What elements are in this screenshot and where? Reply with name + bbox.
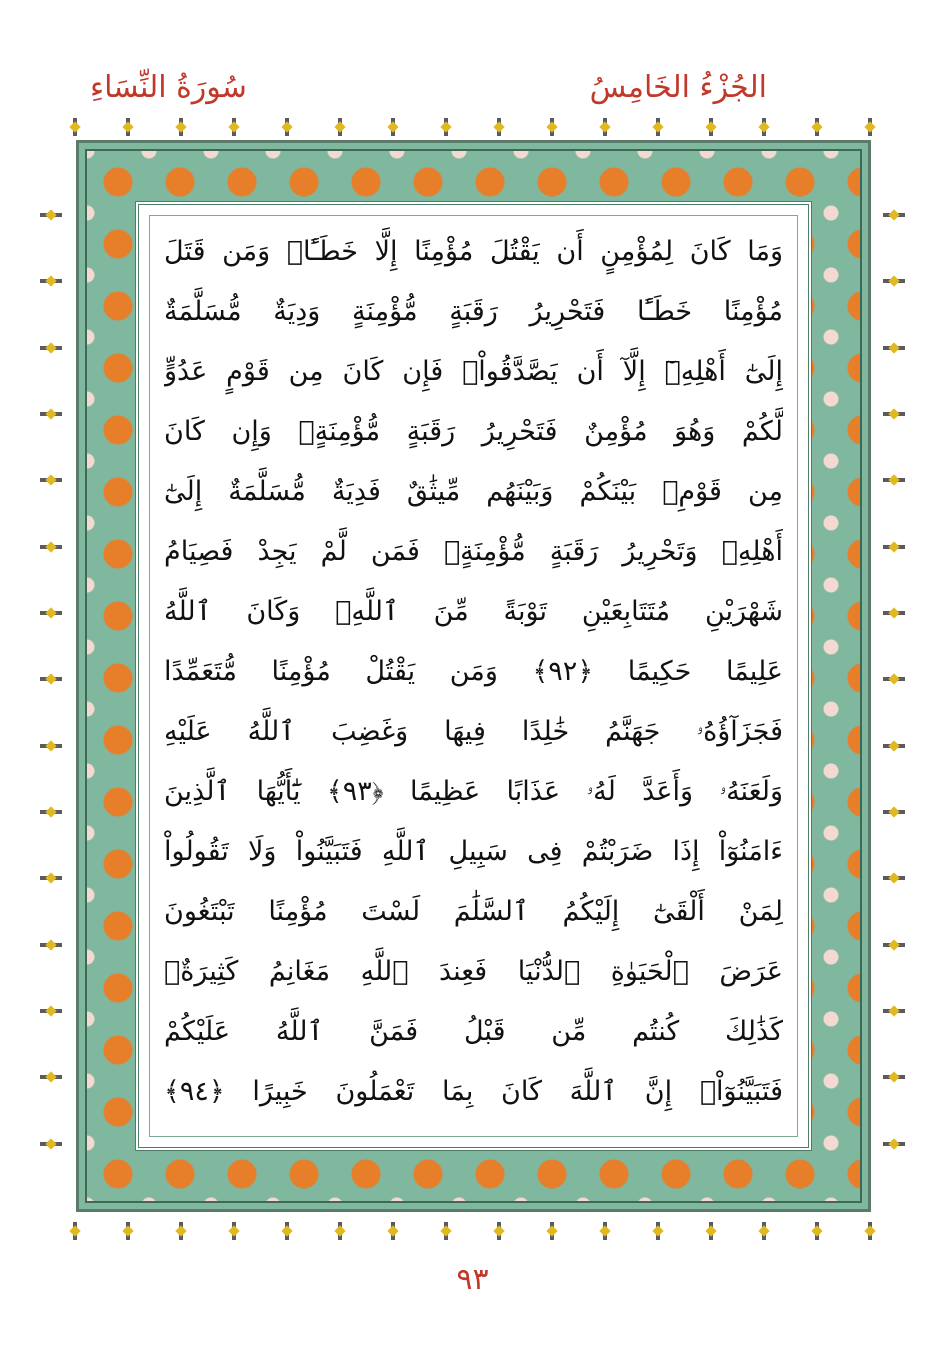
juz-title: الجُزْءُ الخَامِسُ	[589, 70, 767, 105]
ornament-tick	[883, 1139, 905, 1149]
ornament-tick	[40, 343, 62, 353]
top-ornament-ticks	[70, 118, 875, 136]
text-line: وَلَعَنَهُۥ وَأَعَدَّ لَهُۥ عَذَابًا عَظِيمًا ﴿٩٣﴾ يَٰٓأَيُّهَا ٱلَّذِينَ	[164, 776, 783, 807]
ornament-tick	[494, 1222, 504, 1240]
surah-title: سُورَةُ النِّسَاءِ	[90, 70, 247, 105]
ornament-tick	[600, 118, 610, 136]
ornament-tick	[40, 674, 62, 684]
ornament-tick	[388, 1222, 398, 1240]
ornament-tick	[123, 118, 133, 136]
text-line: وَمَا كَانَ لِمُؤْمِنٍ أَن يَقْتُلَ مُؤْمِنًا إِلَّا خَطَـًٔاۚ وَمَن قَتَلَ	[164, 236, 783, 267]
ornament-tick	[70, 118, 80, 136]
ornament-tick	[40, 807, 62, 817]
text-line: مِن قَوْمِۭ بَيْنَكُمْ وَبَيْنَهُم مِّيثَٰقٌ فَدِيَةٌ مُّسَلَّمَةٌ إِلَىٰٓ	[164, 476, 783, 507]
ornament-tick	[812, 1222, 822, 1240]
ornament-tick	[229, 1222, 239, 1240]
ornament-tick	[812, 118, 822, 136]
ornament-tick	[441, 1222, 451, 1240]
ornament-tick	[40, 741, 62, 751]
right-ornament-ticks	[883, 210, 905, 1149]
ornament-tick	[653, 1222, 663, 1240]
text-line: ءَامَنُوٓاْ إِذَا ضَرَبْتُمْ فِى سَبِيلِ ٱللَّهِ فَتَبَيَّنُواْ وَلَا تَقُولُواْ	[164, 836, 783, 867]
ornament-tick	[40, 1139, 62, 1149]
ornament-tick	[883, 276, 905, 286]
ornament-tick	[883, 1072, 905, 1082]
ornament-tick	[547, 118, 557, 136]
ornament-tick	[123, 1222, 133, 1240]
text-line: لَّكُمْ وَهُوَ مُؤْمِنٌ فَتَحْرِيرُ رَقَبَةٍ مُّؤْمِنَةٍۖ وَإِن كَانَ	[164, 416, 783, 447]
ornament-tick	[335, 118, 345, 136]
ornament-tick	[759, 1222, 769, 1240]
ornament-tick	[335, 1222, 345, 1240]
ornament-tick	[547, 1222, 557, 1240]
ornament-tick	[229, 118, 239, 136]
ornament-tick	[40, 542, 62, 552]
ornament-tick	[883, 940, 905, 950]
ornament-tick	[40, 276, 62, 286]
left-ornament-ticks	[40, 210, 62, 1149]
ornament-tick	[40, 1006, 62, 1016]
ornament-tick	[883, 210, 905, 220]
ornament-tick	[40, 1072, 62, 1082]
text-line: إِلَىٰٓ أَهْلِهِۦٓ إِلَّآ أَن يَصَّدَّقُواْۚ فَإِن كَانَ مِن قَوْمٍ عَدُوٍّ	[164, 356, 783, 387]
ornament-tick	[883, 1006, 905, 1016]
ornament-tick	[759, 118, 769, 136]
ornament-tick	[600, 1222, 610, 1240]
ornament-tick	[865, 1222, 875, 1240]
ornament-tick	[706, 118, 716, 136]
ornament-tick	[40, 210, 62, 220]
ornament-tick	[883, 343, 905, 353]
ornament-tick	[883, 674, 905, 684]
ornament-tick	[40, 873, 62, 883]
bottom-ornament-ticks	[70, 1222, 875, 1240]
ornament-tick	[40, 940, 62, 950]
text-line: كَذَٰلِكَ كُنتُم مِّن قَبْلُ فَمَنَّ ٱللَّهُ عَلَيْكُمْ	[164, 1016, 783, 1047]
ornament-tick	[883, 807, 905, 817]
ornament-tick	[282, 1222, 292, 1240]
text-line: شَهْرَيْنِ مُتَتَابِعَيْنِ تَوْبَةً مِّنَ ٱللَّهِۗ وَكَانَ ٱللَّهُ	[164, 596, 783, 627]
ornament-tick	[40, 409, 62, 419]
text-border	[135, 201, 812, 1151]
ornament-tick	[883, 542, 905, 552]
ornament-tick	[176, 1222, 186, 1240]
text-line: فَتَبَيَّنُوٓاْۚ إِنَّ ٱللَّهَ كَانَ بِمَا تَعْمَلُونَ خَبِيرًا ﴿٩٤﴾	[164, 1076, 783, 1107]
text-line: عَلِيمًا حَكِيمًا ﴿٩٢﴾ وَمَن يَقْتُلْ مُؤْمِنًا مُّتَعَمِّدًا	[164, 656, 783, 687]
ornament-tick	[70, 1222, 80, 1240]
ornament-tick	[441, 118, 451, 136]
quran-text-panel	[149, 215, 798, 1137]
text-line: فَجَزَآؤُهُۥ جَهَنَّمُ خَٰلِدًا فِيهَا وَغَضِبَ ٱللَّهُ عَلَيْهِ	[164, 716, 783, 747]
ornament-tick	[883, 475, 905, 485]
ornament-tick	[40, 475, 62, 485]
ornament-tick	[883, 873, 905, 883]
ornament-tick	[706, 1222, 716, 1240]
ornament-tick	[494, 118, 504, 136]
ornament-tick	[388, 118, 398, 136]
ornament-tick	[883, 608, 905, 618]
text-line: أَهْلِهِۦ وَتَحْرِيرُ رَقَبَةٍ مُّؤْمِنَةٍۖ فَمَن لَّمْ يَجِدْ فَصِيَامُ	[164, 536, 783, 567]
ornament-tick	[176, 118, 186, 136]
text-line: عَرَضَ ٱلْحَيَوٰةِ ٱلدُّنْيَا فَعِندَ ٱللَّهِ مَغَانِمُ كَثِيرَةٌۚ	[164, 956, 783, 987]
page-number: ٩٣	[456, 1262, 489, 1297]
ornament-tick	[653, 118, 663, 136]
ornament-tick	[282, 118, 292, 136]
ornament-tick	[883, 741, 905, 751]
ornament-tick	[40, 608, 62, 618]
ornament-tick	[883, 409, 905, 419]
text-line: مُؤْمِنًا خَطَـًٔا فَتَحْرِيرُ رَقَبَةٍ مُّؤْمِنَةٍ وَدِيَةٌ مُّسَلَّمَةٌ	[164, 296, 783, 327]
decorative-frame	[76, 140, 871, 1212]
text-line: لِمَنْ أَلْقَىٰٓ إِلَيْكُمُ ٱلسَّلَٰمَ لَسْتَ مُؤْمِنًا تَبْتَغُونَ	[164, 896, 783, 927]
ornament-tick	[865, 118, 875, 136]
